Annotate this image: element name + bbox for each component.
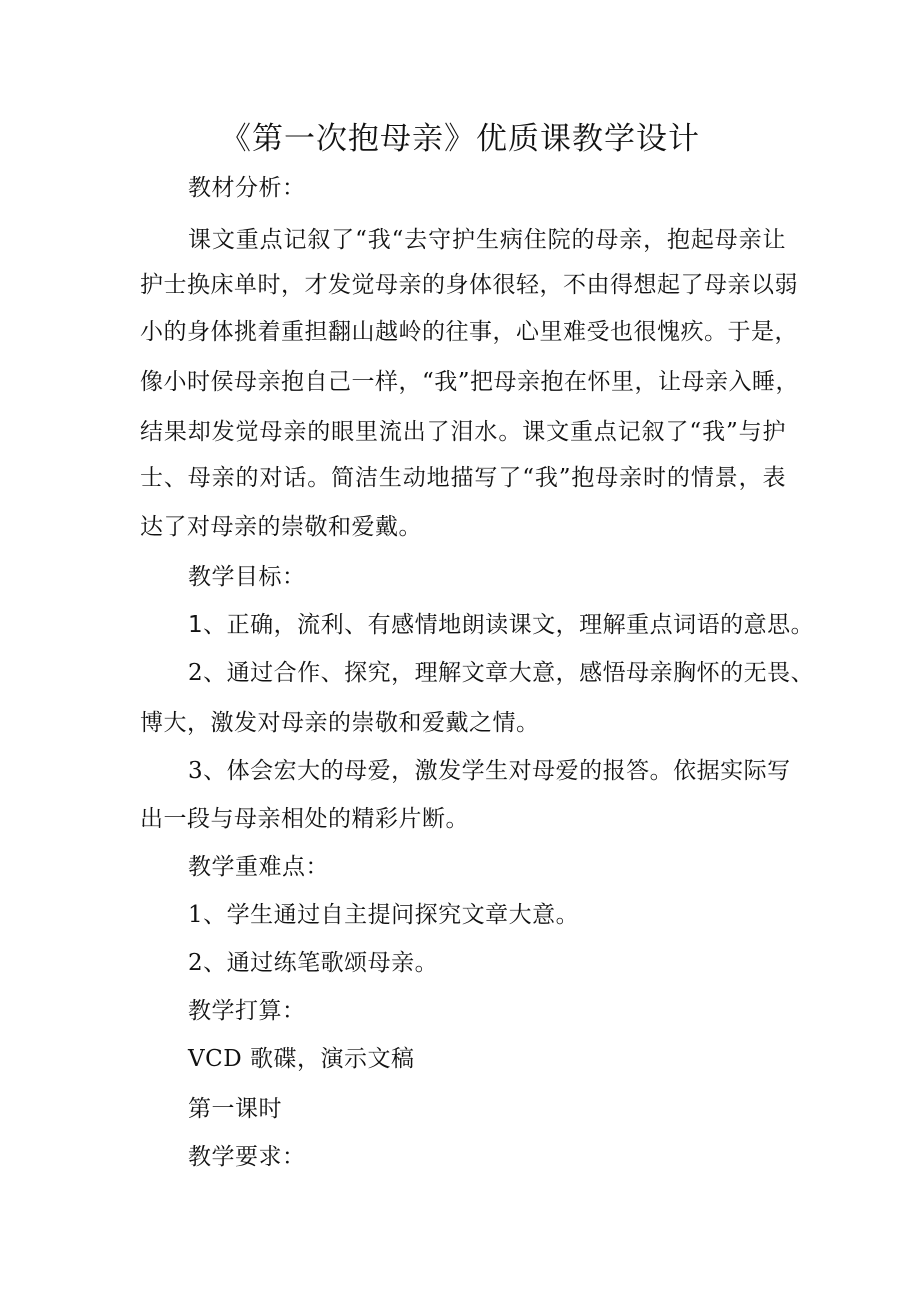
analysis-line-7: 达了对母亲的崇敬和爱戴。 [140,514,422,540]
goal-2-line-1: 2、通过合作、探究，理解文章大意，感悟母亲胸怀的无畏、 [188,660,815,686]
section-heading-goals: 教学目标： [188,564,306,590]
analysis-line-5: 结果却发觉母亲的眼里流出了泪水。课文重点记叙了“我”与护 [140,419,786,445]
goal-1: 1、正确，流利、有感情地朗读课文，理解重点词语的意思。 [188,612,815,638]
goal-2-line-2: 博大，激发对母亲的崇敬和爱戴之情。 [140,710,540,736]
key-point-2: 2、通过练笔歌颂母亲。 [188,950,439,976]
analysis-line-1: 课文重点记叙了“我“去守护生病住院的母亲，抱起母亲让 [188,227,786,253]
document-title: 《第一次抱母亲》优质课教学设计 [220,121,700,157]
analysis-line-2: 护士换床单时，才发觉母亲的身体很轻，不由得想起了母亲以弱 [140,272,798,298]
section-heading-key-points: 教学重难点： [188,854,329,880]
key-point-1: 1、学生通过自主提问探究文章大意。 [188,902,580,928]
lesson-heading: 第一课时 [188,1096,282,1122]
analysis-line-4: 像小时侯母亲抱自己一样，“我”把母亲抱在怀里，让母亲入睡， [140,369,800,395]
section-heading-analysis: 教材分析： [188,175,306,201]
section-heading-preparation: 教学打算： [188,998,306,1024]
analysis-line-6: 士、母亲的对话。简洁生动地描写了“我”抱母亲时的情景，表 [140,465,786,491]
section-heading-requirements: 教学要求： [188,1144,306,1170]
analysis-line-3: 小的身体挑着重担翻山越岭的往事，心里难受也很愧疚。于是， [140,319,798,345]
goal-3-line-1: 3、体会宏大的母爱，激发学生对母爱的报答。依据实际写 [188,758,791,784]
goal-3-line-2: 出一段与母亲相处的精彩片断。 [140,806,469,832]
preparation-items: VCD 歌碟，演示文稿 [188,1046,415,1072]
